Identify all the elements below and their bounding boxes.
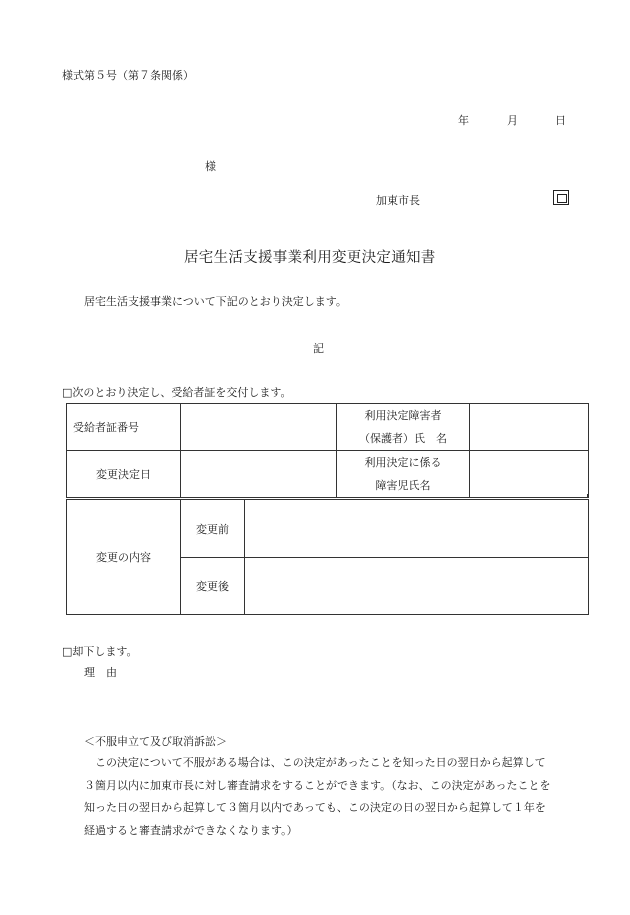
option-grant: □次のとおり決定し、受給者証を交付します。: [62, 386, 292, 399]
after-field[interactable]: [245, 558, 589, 615]
info-table: [66, 403, 589, 498]
intro-text: 居宅生活支援事業について下記のとおり決定します。: [84, 295, 347, 308]
before-field[interactable]: [245, 500, 589, 558]
date-year: 年: [458, 114, 469, 127]
before-label: 変更前: [181, 500, 245, 558]
appeal-line: ３箇月以内に加東市長に対し審査請求をすることができます。（なお、この決定があったことを: [84, 778, 551, 792]
appeal-text: [84, 752, 584, 842]
form-number: 様式第５号（第７条関係）: [62, 69, 194, 82]
addressee-suffix: 様: [205, 160, 216, 173]
appeal-line: 経過すると審査請求ができなくなります。）: [84, 823, 298, 837]
applicant-label-line1: 利用決定障害者: [364, 409, 442, 422]
date-day: 日: [555, 114, 566, 127]
change-date-label: 変更決定日: [67, 451, 181, 498]
ki-heading: 記: [313, 342, 324, 355]
appeal-line: 知った日の翌日から起算して３箇月以内であっても、この決定の日の翌日から起算して１年を: [84, 801, 546, 815]
applicant-label-line2: （保護者）氏 名: [359, 432, 447, 445]
seal-mark: [553, 190, 569, 205]
after-label: 変更後: [181, 558, 245, 615]
recipient-no-field[interactable]: [181, 404, 337, 451]
appeal-heading: ＜不服申立て及び取消訴訟＞: [84, 735, 227, 748]
date-month: 月: [507, 114, 518, 127]
child-name-field[interactable]: [470, 451, 589, 498]
child-label: [337, 451, 470, 498]
child-label-line1: 利用決定に係る: [364, 456, 442, 469]
appeal-line: この決定について不服がある場合は、この決定があったことを知った日の翌日から起算して: [84, 756, 546, 769]
table-separator: [66, 494, 588, 498]
applicant-name-field[interactable]: [470, 404, 589, 451]
change-table: [66, 499, 589, 615]
reason-label: 理 由: [84, 666, 117, 679]
child-label-line2: 障害児氏名: [375, 479, 431, 492]
document-title: 居宅生活支援事業利用変更決定通知書: [184, 250, 436, 266]
applicant-label: [337, 404, 470, 451]
option-reject: □却下します。: [62, 645, 138, 658]
issuer: 加東市長: [376, 194, 420, 207]
change-date-field[interactable]: [181, 451, 337, 498]
change-content-label: 変更の内容: [67, 500, 181, 615]
recipient-no-label: 受給者証番号: [67, 404, 181, 451]
